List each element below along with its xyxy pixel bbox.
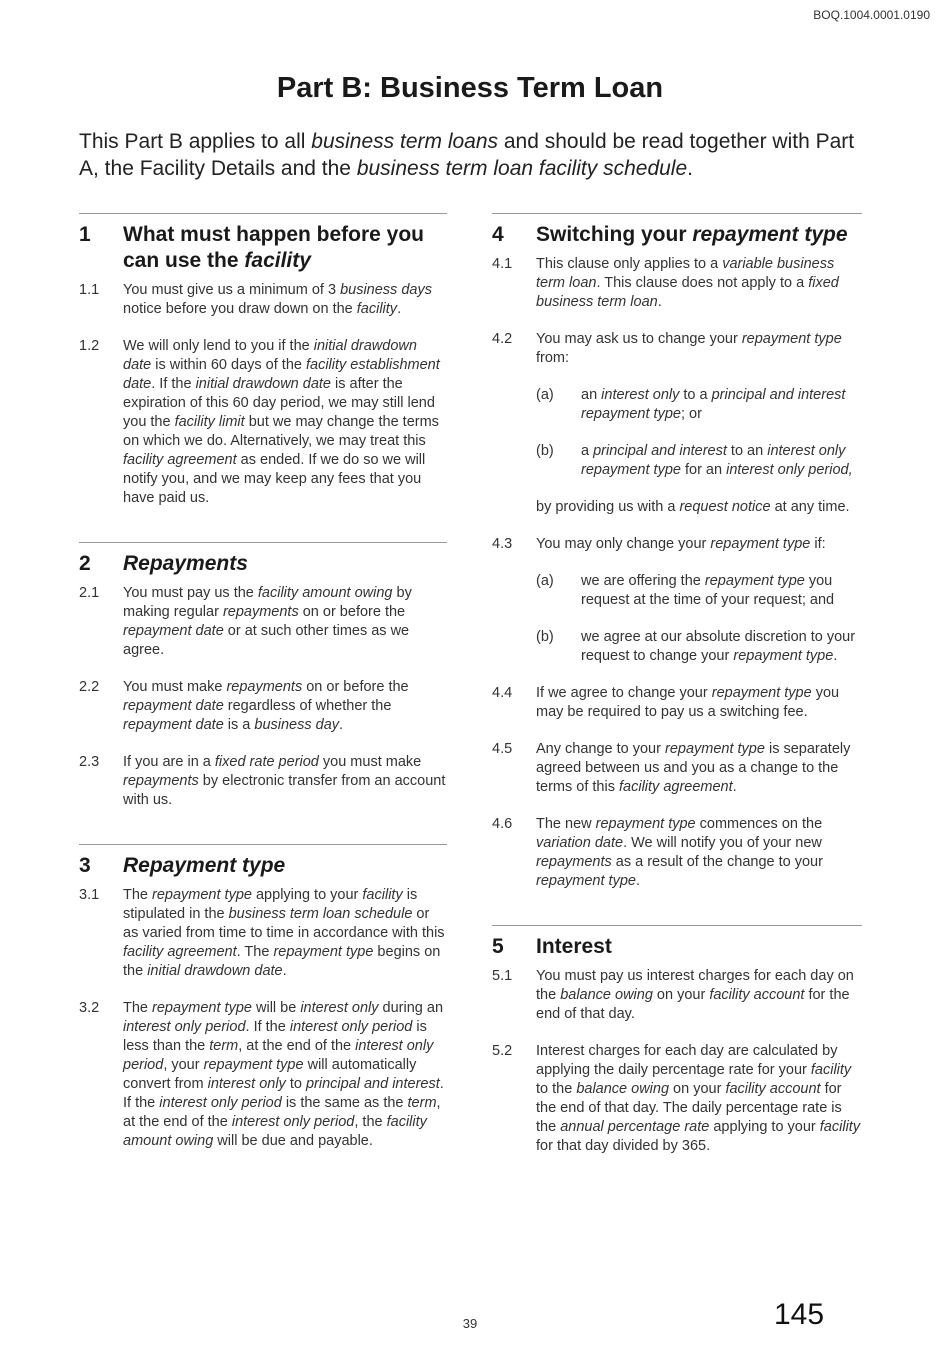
- text-segment: if:: [810, 536, 826, 552]
- text-segment: . The: [236, 944, 274, 960]
- sub-text: [581, 442, 862, 480]
- defined-term: repayment type: [741, 331, 842, 347]
- text-segment: This clause only applies to a: [536, 256, 723, 272]
- text-segment: to: [285, 1076, 306, 1092]
- defined-term: repayment type: [704, 573, 805, 589]
- clause-text: [536, 967, 862, 1024]
- text-segment: we are offering the: [581, 573, 705, 589]
- section-3-heading: [79, 853, 447, 879]
- clause-5-1: [492, 967, 862, 1024]
- clause-number: 2.2: [79, 679, 100, 695]
- clause-4-2-continuation: [536, 498, 862, 517]
- clause-1-2: [79, 337, 447, 508]
- clause-number: 4.1: [492, 256, 513, 272]
- clause-number: 2.3: [79, 754, 100, 770]
- defined-term: term: [209, 1038, 239, 1054]
- text-segment: What must happen before you can use the: [123, 223, 425, 272]
- text-segment: commences on the: [695, 816, 823, 832]
- defined-term: repayments: [222, 604, 299, 620]
- text-segment: or at such other times as we agree.: [123, 623, 410, 658]
- defined-term: interest only period: [123, 1019, 246, 1035]
- section-title: Interest: [536, 935, 612, 958]
- left-column: [79, 213, 447, 1151]
- section-1-heading: [79, 222, 447, 274]
- text-segment: .: [657, 294, 662, 310]
- clause-text: [123, 753, 447, 810]
- text-segment: or as varied from time to time in accordance with this: [123, 906, 445, 941]
- section-5-heading: [492, 934, 862, 960]
- defined-term: repayment type: [203, 1057, 304, 1073]
- text-segment: This Part B applies to all: [79, 130, 312, 153]
- text-segment: on your: [669, 1081, 726, 1097]
- defined-term: business term loans: [311, 130, 499, 153]
- text-segment: You must pay us interest charges for each day on the: [536, 968, 854, 1003]
- defined-term: repayment date: [123, 698, 224, 714]
- page-title: Part B: Business Term Loan: [276, 72, 664, 104]
- defined-term: facility: [362, 887, 403, 903]
- clause-3-2: [79, 999, 447, 1151]
- text-segment: for the end of that day.: [536, 987, 850, 1022]
- corner-page-number: 145: [774, 1298, 825, 1331]
- section-number: 3: [79, 854, 91, 877]
- clause-4-2-b: [536, 442, 862, 480]
- defined-term: repayment type: [273, 944, 374, 960]
- text-segment: is a: [223, 717, 255, 733]
- section-title: Repayments: [123, 552, 248, 575]
- text-segment: you request at the time of your request; and: [581, 573, 835, 608]
- section-number: 5: [492, 935, 504, 958]
- clause-2-2: [79, 678, 447, 735]
- sub-text: [581, 628, 862, 666]
- defined-term: repayment type: [595, 816, 696, 832]
- defined-term: interest only period: [231, 1114, 355, 1130]
- section-title: [536, 222, 848, 248]
- defined-term: facility establishment date: [123, 357, 440, 392]
- text-segment: The: [123, 887, 153, 903]
- text-segment: a: [581, 443, 594, 459]
- defined-term: fixed rate period: [214, 754, 319, 770]
- text-segment: . We will notify you of your new: [623, 835, 822, 851]
- section-1: [79, 213, 447, 508]
- clause-number: 4.4: [492, 685, 513, 701]
- text-segment: from:: [536, 350, 570, 366]
- text-segment: will automatically convert from: [123, 1057, 417, 1092]
- section-4: [492, 213, 862, 891]
- text-segment: on or before the: [298, 604, 406, 620]
- defined-term: interest only repayment type: [581, 443, 846, 478]
- section-2: [79, 542, 447, 810]
- defined-term: repayment type: [733, 648, 834, 664]
- text-segment: You must make: [123, 679, 227, 695]
- defined-term: repayments: [123, 773, 199, 789]
- intro-paragraph: [79, 128, 869, 182]
- text-segment: Switching your: [536, 223, 693, 246]
- text-segment: and should be read together with Part A, the Facility Details and the: [79, 130, 855, 180]
- clause-text: [123, 281, 447, 319]
- clause-text: [123, 584, 447, 660]
- clause-text: [123, 999, 447, 1151]
- clause-4-5: [492, 740, 862, 797]
- text-segment: Interest charges for each day are calculated by applying the daily percentage rate for your: [536, 1043, 838, 1078]
- text-segment: is separately agreed between us and you as a change to the terms of this: [536, 741, 851, 795]
- defined-term: facility limit: [174, 414, 245, 430]
- clause-number: 1.1: [79, 282, 100, 298]
- text-segment: .: [635, 873, 640, 889]
- text-segment: is after the expiration of this 60 day period, we may still lend you the: [123, 376, 435, 430]
- defined-term: interest only: [300, 1000, 379, 1016]
- text-segment: notice before you draw down on the: [123, 301, 357, 317]
- defined-term: initial drawdown date: [195, 376, 331, 392]
- defined-term: balance owing: [576, 1081, 670, 1097]
- defined-term: repayment type: [664, 741, 765, 757]
- sub-label: (b): [536, 629, 554, 645]
- text-segment: applying to your: [251, 887, 363, 903]
- section-title: [123, 222, 447, 274]
- defined-term: facility amount owing: [123, 1114, 427, 1149]
- defined-term: principal and interest repayment type: [581, 387, 846, 422]
- text-segment: on your: [652, 987, 710, 1003]
- defined-term: repayment type: [152, 1000, 252, 1016]
- text-segment: You must pay us the: [123, 585, 258, 601]
- clause-4-4: [492, 684, 862, 722]
- text-segment: .: [339, 717, 344, 733]
- defined-term: initial drawdown date: [123, 338, 417, 373]
- text-segment: , your: [163, 1057, 204, 1073]
- text-segment: is less than the: [123, 1019, 427, 1054]
- defined-term: initial drawdown date: [147, 963, 283, 979]
- text-segment: you must make: [318, 754, 422, 770]
- clause-4-2-a: [536, 386, 862, 424]
- text-segment: as ended. If we do so we will notify you, and we may keep any fees that you have paid us.: [123, 452, 426, 506]
- text-segment: will be: [251, 1000, 301, 1016]
- text-segment: by making regular: [123, 585, 412, 620]
- clause-2-1: [79, 584, 447, 660]
- clause-number: 3.2: [79, 1000, 100, 1016]
- defined-term: facility agreement: [123, 944, 237, 960]
- clause-4-3-b: [536, 628, 862, 666]
- section-4-heading: [492, 222, 862, 248]
- defined-term: principal and interest: [593, 443, 727, 459]
- defined-term: interest only period: [159, 1095, 282, 1111]
- defined-term: facility: [356, 301, 398, 317]
- defined-term: business term loan schedule: [228, 906, 413, 922]
- sub-text: [581, 386, 862, 424]
- defined-term: interest only period: [289, 1019, 413, 1035]
- text-segment: We will only lend to you if the: [123, 338, 314, 354]
- defined-term: term: [407, 1095, 437, 1111]
- clause-number: 5.1: [492, 968, 513, 984]
- clause-text: [123, 337, 447, 508]
- defined-term: facility agreement: [619, 779, 733, 795]
- defined-term: facility amount owing: [257, 585, 393, 601]
- clause-number: 1.2: [79, 338, 100, 354]
- text-segment: is within 60 days of the: [151, 357, 306, 373]
- defined-term: facility account: [709, 987, 805, 1003]
- sub-label: (a): [536, 387, 554, 403]
- defined-term: repayment type: [692, 223, 848, 246]
- defined-term: repayment date: [123, 717, 224, 733]
- clause-text: [536, 740, 862, 797]
- clause-number: 4.2: [492, 331, 513, 347]
- clause-text: [123, 678, 447, 735]
- clause-3-1: [79, 886, 447, 981]
- clause-text: [536, 330, 862, 368]
- section-2-heading: [79, 551, 447, 577]
- text-segment: . If the: [123, 1076, 444, 1111]
- defined-term: facility: [819, 1119, 861, 1135]
- text-segment: you may be required to pay us a switching fee.: [536, 685, 840, 720]
- text-segment: begins on the: [123, 944, 441, 979]
- defined-term: fixed business term loan: [536, 275, 839, 310]
- clause-number: 3.1: [79, 887, 100, 903]
- clause-text: [536, 815, 862, 891]
- text-segment: for an: [680, 462, 727, 478]
- text-segment: is the same as the: [281, 1095, 408, 1111]
- clause-number: 4.3: [492, 536, 513, 552]
- text-segment: . This clause does not apply to a: [596, 275, 809, 291]
- defined-term: repayments: [226, 679, 303, 695]
- text-segment: If you are in a: [123, 754, 215, 770]
- clause-1-1: [79, 281, 447, 319]
- text-segment: by providing us with a: [536, 499, 680, 515]
- text-segment: for the end of that day. The daily percentage rate is the: [536, 1081, 842, 1135]
- text-segment: You must give us a minimum of 3: [123, 282, 341, 298]
- text-segment: for that day divided by 365.: [536, 1138, 711, 1154]
- clause-number: 4.5: [492, 741, 513, 757]
- text-segment: an: [581, 387, 602, 403]
- clause-text: [536, 684, 862, 722]
- sub-label: (b): [536, 443, 554, 459]
- text-segment: during an: [378, 1000, 444, 1016]
- text-segment: is stipulated in the: [123, 887, 418, 922]
- defined-term: repayment type: [152, 887, 252, 903]
- defined-term: repayment type: [711, 685, 812, 701]
- text-segment: .: [282, 963, 287, 979]
- text-segment: You may only change your: [536, 536, 711, 552]
- section-number: 2: [79, 552, 91, 575]
- clause-4-3: [492, 535, 862, 554]
- defined-term: interest only: [207, 1076, 286, 1092]
- page-number: 39: [462, 1316, 478, 1331]
- defined-term: repayment date: [123, 623, 224, 639]
- text-segment: applying to your: [709, 1119, 820, 1135]
- text-segment: at any time.: [770, 499, 850, 515]
- section-title: Repayment type: [123, 854, 286, 877]
- text-segment: ; or: [680, 406, 702, 422]
- section-5: [492, 925, 862, 1156]
- clause-4-3-a: [536, 572, 862, 610]
- text-segment: to a: [679, 387, 712, 403]
- defined-term: business day: [254, 717, 340, 733]
- text-segment: .: [687, 157, 693, 180]
- text-segment: Any change to your: [536, 741, 665, 757]
- clause-4-1: [492, 255, 862, 312]
- text-segment: .: [833, 648, 838, 664]
- defined-term: balance owing: [560, 987, 653, 1003]
- clause-number: 2.1: [79, 585, 100, 601]
- text-segment: . If the: [151, 376, 196, 392]
- clause-4-6: [492, 815, 862, 891]
- defined-term: interest only period,: [726, 462, 853, 478]
- defined-term: repayment type: [710, 536, 811, 552]
- defined-term: facility: [244, 249, 311, 272]
- document-id: BOQ.1004.0001.0190: [813, 8, 930, 22]
- section-number: 4: [492, 223, 504, 246]
- defined-term: request notice: [679, 499, 771, 515]
- defined-term: principal and interest: [305, 1076, 440, 1092]
- section-number: 1: [79, 223, 91, 246]
- sub-text: [581, 572, 862, 610]
- text-segment: to the: [536, 1081, 577, 1097]
- text-segment: , the: [354, 1114, 387, 1130]
- defined-term: repayment type: [536, 873, 636, 889]
- text-segment: by electronic transfer from an account with us.: [123, 773, 446, 808]
- text-segment: but we may change the terms on which we do. Alternatively, we may treat this: [123, 414, 439, 449]
- section-3: [79, 844, 447, 1151]
- right-column: [492, 213, 862, 1156]
- defined-term: business days: [340, 282, 432, 298]
- text-segment: You may ask us to change your: [536, 331, 742, 347]
- clause-4-2: [492, 330, 862, 368]
- clause-2-3: [79, 753, 447, 810]
- clause-text: [536, 535, 862, 554]
- text-segment: .: [397, 301, 402, 317]
- defined-term: facility agreement: [123, 452, 237, 468]
- clause-number: 4.6: [492, 816, 513, 832]
- text-segment: The: [123, 1000, 153, 1016]
- text-segment: will be due and payable.: [213, 1133, 373, 1149]
- defined-term: annual percentage rate: [560, 1119, 710, 1135]
- defined-term: facility account: [725, 1081, 821, 1097]
- text-segment: . If the: [245, 1019, 290, 1035]
- text-segment: regardless of whether the: [223, 698, 392, 714]
- text-segment: .: [732, 779, 737, 795]
- clause-number: 5.2: [492, 1043, 513, 1059]
- text-segment: , at the end of the: [238, 1038, 356, 1054]
- clause-5-2: [492, 1042, 862, 1156]
- text-segment: on or before the: [302, 679, 409, 695]
- text-segment: The new: [536, 816, 596, 832]
- clause-text: [123, 886, 447, 981]
- defined-term: interest only: [601, 387, 680, 403]
- clause-text: [536, 1042, 862, 1156]
- defined-term: business term loan facility schedule: [356, 157, 688, 180]
- sub-label: (a): [536, 573, 554, 589]
- defined-term: interest only period: [123, 1038, 434, 1073]
- defined-term: repayments: [536, 854, 612, 870]
- text-segment: we agree at our absolute discretion to your request to change your: [581, 629, 856, 664]
- clause-text: [536, 255, 862, 312]
- text-segment: , at the end of the: [123, 1095, 441, 1130]
- text-segment: If we agree to change your: [536, 685, 712, 701]
- text-segment: to an: [726, 443, 768, 459]
- defined-term: variation date: [536, 835, 624, 851]
- text-segment: as a result of the change to your: [611, 854, 823, 870]
- defined-term: facility: [810, 1062, 852, 1078]
- defined-term: variable business term loan: [536, 256, 835, 291]
